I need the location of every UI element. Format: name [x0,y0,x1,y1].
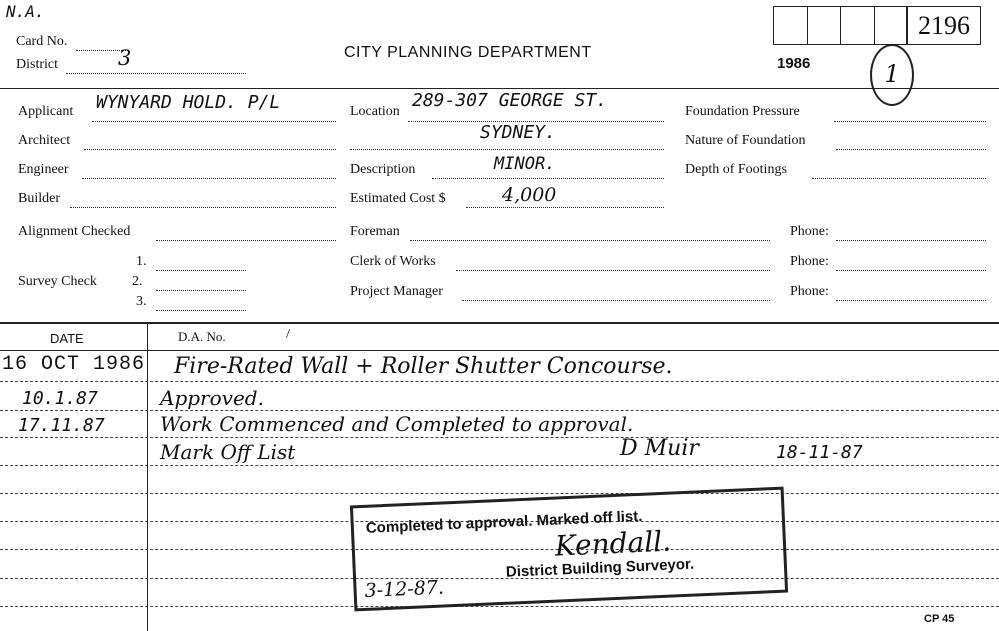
survey-line-2 [156,290,246,291]
corner-note: N.A. [6,2,45,21]
year: 1986 [777,55,811,72]
da-value: / [286,327,290,342]
foreman-line [410,240,770,241]
location-value-2: SYDNEY. [480,122,556,143]
clerk-phone-line [836,270,986,271]
stamp-line-2: District Building Surveyor. [505,555,695,581]
applicant-line [92,121,336,122]
cost-line [466,207,664,208]
depth-footings-line [812,178,986,179]
da-header: D.A. No. [178,329,226,344]
survey-label: Survey Check [18,274,97,289]
foreman-label: Foreman [350,224,400,239]
pm-phone-label: Phone: [790,284,829,299]
log-rule [0,410,999,411]
architect-line [84,149,336,150]
clerk-line [456,270,770,271]
circled-number: 1 [870,44,914,106]
pm-line [462,300,770,301]
log-entry-text: Mark Off List [160,440,296,464]
survey-3: 3. [136,294,147,309]
log-entry-date: 16 OCT 1986 [2,353,146,376]
alignment-line [156,240,336,241]
pm-label: Project Manager [350,284,443,299]
file-number: 2196 [906,7,980,44]
log-entry-text: Approved. [160,386,264,410]
stamp-date: 3-12-87. [364,576,445,602]
survey-2: 2. [132,274,143,289]
survey-line-3 [156,310,246,311]
completion-stamp [350,487,788,612]
log-entry-text: Work Commenced and Completed to approval. [160,412,634,436]
architect-label: Architect [18,133,71,148]
header-divider [0,88,999,89]
builder-label: Builder [18,191,60,206]
district-value: 3 [118,46,132,70]
engineer-label: Engineer [18,162,69,177]
log-entry-date: 17.11.87 [18,415,105,436]
stamp-line-1: Completed to approval. Marked off list. [365,507,643,537]
log-rule [0,493,999,494]
survey-1: 1. [136,254,147,269]
log-rule [0,437,999,438]
applicant-label: Applicant [18,104,74,119]
depth-footings-label: Depth of Footings [685,162,787,177]
cost-value: 4,000 [502,184,557,206]
description-label: Description [350,162,416,177]
log-top-divider [0,322,999,324]
log-entry-text: Fire-Rated Wall + Roller Shutter Concourse. [174,354,673,379]
card-no-label: Card No. [16,34,68,49]
form-code: CP 45 [924,613,955,625]
location-line-2 [350,149,664,150]
cost-label: Estimated Cost $ [350,191,446,206]
nature-foundation-line [836,149,986,150]
applicant-value: WYNYARD HOLD. P/L [96,92,281,113]
log-entry-date: 10.1.87 [22,388,98,409]
foundation-pressure-label: Foundation Pressure [685,104,800,119]
inspector-signature: D Muir [620,436,699,461]
file-number-box [773,6,981,45]
foundation-pressure-line [834,121,986,122]
description-value: MINOR. [494,154,556,174]
foreman-phone-label: Phone: [790,224,829,239]
log-date-column-divider [147,322,148,631]
alignment-label: Alignment Checked [18,224,131,239]
engineer-line [82,178,336,179]
department-title: CITY PLANNING DEPARTMENT [344,44,592,61]
clerk-label: Clerk of Works [350,254,436,269]
district-line [66,73,246,74]
description-line [432,178,664,179]
pm-phone-line [836,300,986,301]
nature-foundation-label: Nature of Foundation [685,133,806,148]
log-rule [0,606,999,607]
location-value-1: 289-307 GEORGE ST. [412,90,608,111]
signature-date: 18-11-87 [776,442,863,463]
foreman-phone-line [836,240,986,241]
log-rule [0,465,999,466]
log-header-line [0,350,999,351]
survey-line-1 [156,270,246,271]
date-header: DATE [50,331,84,346]
stamp-signature: Kendall. [554,524,672,563]
builder-line [70,207,336,208]
district-label: District [16,57,58,72]
log-rule [0,381,999,382]
clerk-phone-label: Phone: [790,254,829,269]
location-label: Location [350,104,400,119]
